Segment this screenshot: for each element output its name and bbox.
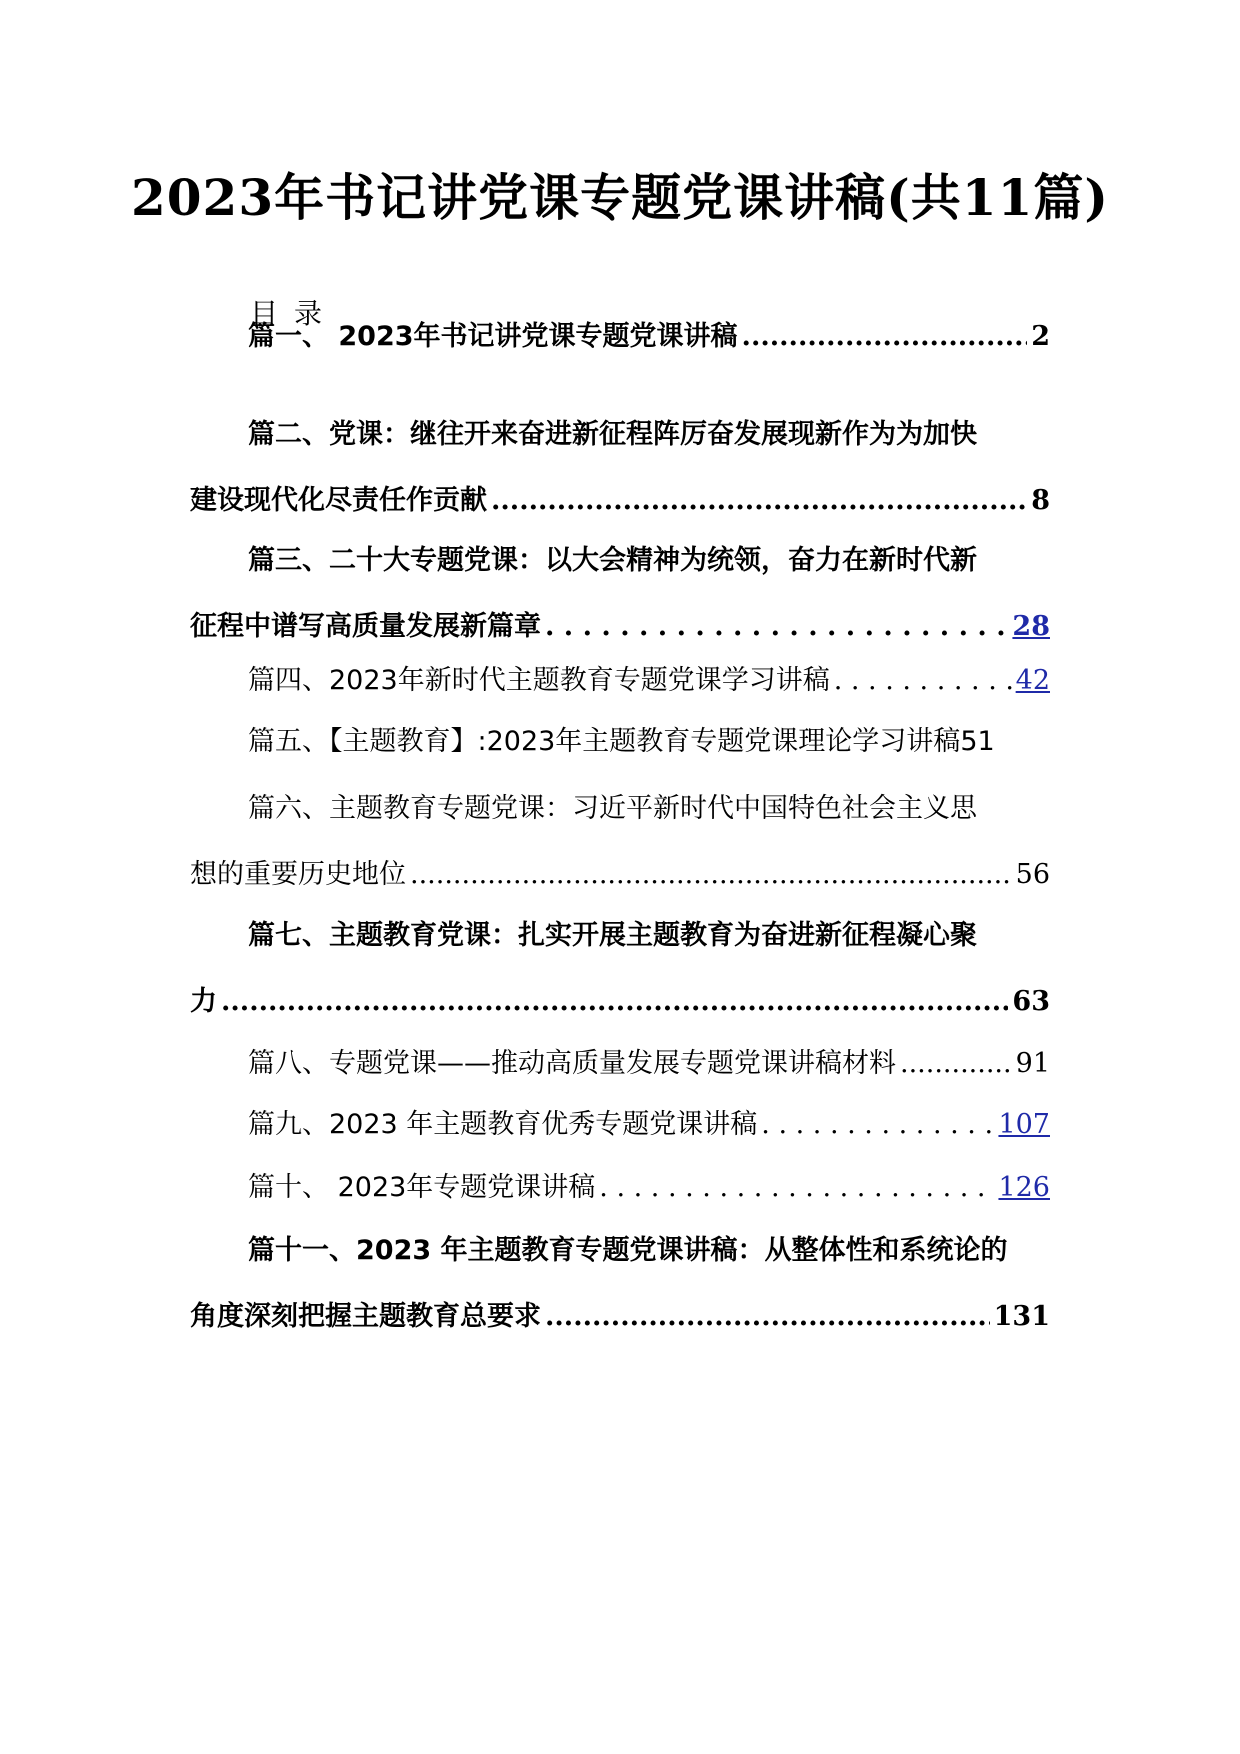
toc-page-link[interactable]: 126 bbox=[998, 1172, 1050, 1203]
dot-leader bbox=[599, 1155, 994, 1221]
toc-entry-9[interactable] bbox=[190, 1092, 1050, 1158]
toc-page-number: 56 bbox=[1015, 859, 1050, 890]
toc-entry-title-continued: 征程中谱写高质量发展新篇章 bbox=[190, 611, 541, 642]
toc-entry-11[interactable] bbox=[190, 1218, 1050, 1350]
toc-entry-2[interactable] bbox=[190, 402, 1050, 534]
toc-heading: 目录 bbox=[250, 297, 339, 330]
dot-leader bbox=[410, 842, 1012, 908]
toc-entry-6[interactable] bbox=[190, 776, 1050, 908]
toc-entry-title: 篇三、二十大专题党课：以大会精神为统领，奋力在新时代新 bbox=[248, 545, 977, 576]
toc-entry-10[interactable] bbox=[190, 1155, 1050, 1221]
dot-leader bbox=[834, 648, 1012, 714]
toc-entry-title: 篇二、党课：继往开来奋进新征程阵厉奋发展现新作为为加快 bbox=[248, 419, 977, 450]
toc-entry-3[interactable] bbox=[190, 528, 1050, 660]
dot-leader bbox=[221, 969, 1008, 1035]
toc-entry-title-continued: 力 bbox=[190, 986, 217, 1017]
toc-entry-title: 篇五、【主题教育】:2023年主题教育专题党课理论学习讲稿 bbox=[248, 726, 961, 757]
toc-page-number: 91 bbox=[1015, 1048, 1050, 1079]
toc-entry-8[interactable] bbox=[190, 1031, 1050, 1097]
toc-page-number: 131 bbox=[993, 1301, 1050, 1332]
toc-entry-title: 篇八、专题党课——推动高质量发展专题党课讲稿材料 bbox=[248, 1048, 896, 1079]
toc-entry-title-continued: 想的重要历史地位 bbox=[190, 859, 406, 890]
toc-page-number: 63 bbox=[1012, 986, 1050, 1017]
toc-entry-title: 篇六、主题教育专题党课：习近平新时代中国特色社会主义思 bbox=[248, 793, 977, 824]
toc-entry-title: 篇十一、2023 年主题教育专题党课讲稿：从整体性和系统论的 bbox=[248, 1235, 1008, 1266]
toc-page-link[interactable]: 107 bbox=[998, 1109, 1050, 1140]
dot-leader bbox=[545, 1284, 990, 1350]
toc-entry-5[interactable] bbox=[190, 709, 1090, 775]
toc-page-link[interactable]: 42 bbox=[1015, 665, 1050, 696]
toc-entry-7[interactable] bbox=[190, 903, 1050, 1035]
dot-leader bbox=[491, 468, 1027, 534]
dot-leader bbox=[742, 304, 1028, 370]
toc-entry-title-continued: 建设现代化尽责任作贡献 bbox=[190, 485, 487, 516]
dot-leader bbox=[761, 1092, 994, 1158]
toc-page-number: 51 bbox=[960, 726, 995, 757]
toc-entry-1[interactable] bbox=[190, 304, 1050, 370]
document-title: 2023年书记讲党课专题党课讲稿(共11篇) bbox=[130, 168, 1110, 227]
toc-entry-title-continued: 角度深刻把握主题教育总要求 bbox=[190, 1301, 541, 1332]
toc-entry-title: 篇十、 2023年专题党课讲稿 bbox=[248, 1172, 596, 1203]
toc-entry-title: 篇四、2023年新时代主题教育专题党课学习讲稿 bbox=[248, 665, 830, 696]
toc-page-number: 2 bbox=[1031, 321, 1050, 352]
dot-leader bbox=[900, 1031, 1012, 1097]
toc-entry-title: 篇七、主题教育党课：扎实开展主题教育为奋进新征程凝心聚 bbox=[248, 920, 977, 951]
toc-page-link[interactable]: 28 bbox=[1012, 611, 1050, 642]
toc-entry-title: 篇一、 2023年书记讲党课专题党课讲稿 bbox=[248, 321, 738, 352]
toc-entry-title: 篇九、2023 年主题教育优秀专题党课讲稿 bbox=[248, 1109, 758, 1140]
toc-page-number: 8 bbox=[1031, 485, 1050, 516]
toc-entry-4[interactable] bbox=[190, 648, 1050, 714]
